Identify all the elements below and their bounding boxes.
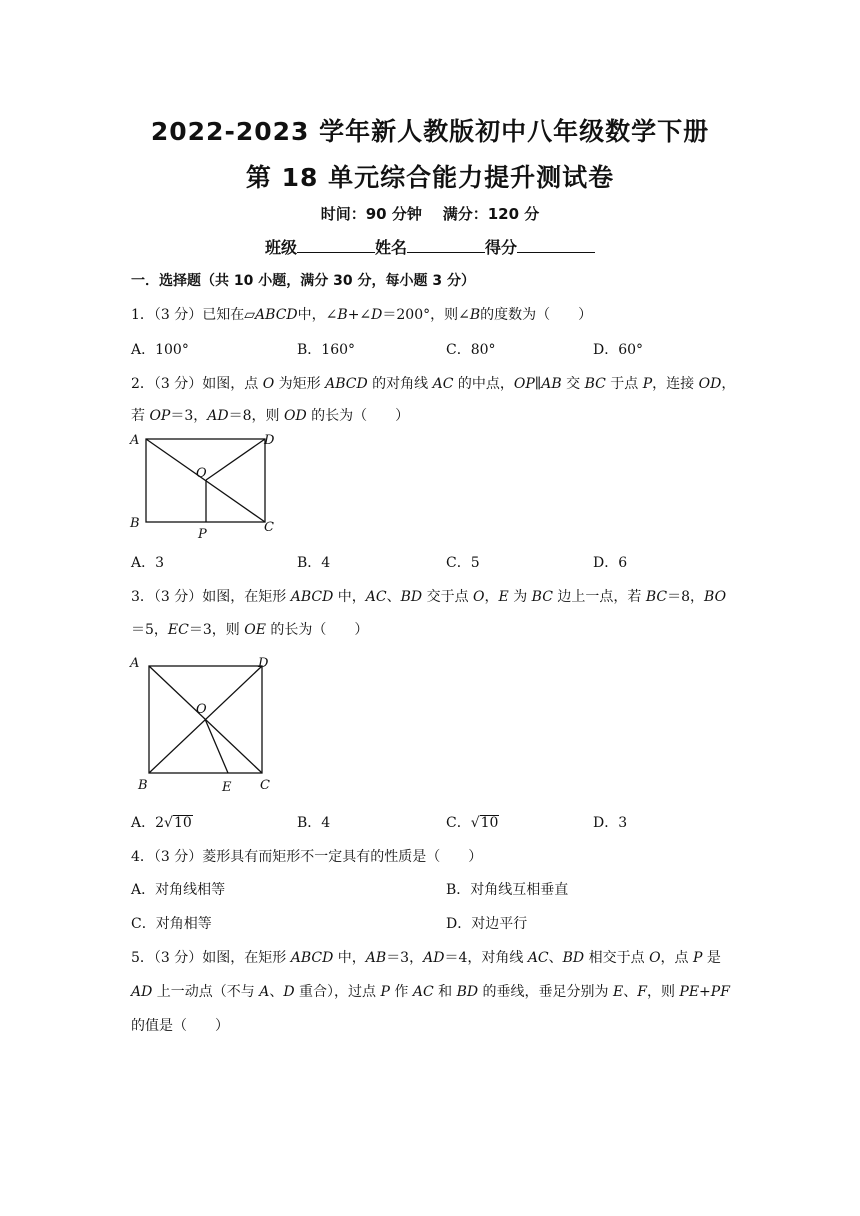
q2-label-o: O [196, 466, 207, 481]
sqrt-icon: √ [470, 815, 480, 831]
q2-var: OD [698, 376, 722, 392]
q3-option-c-radicand: 10 [480, 815, 499, 831]
parallelogram-symbol: ▱ [244, 307, 256, 323]
q1-option-d[interactable]: D．60° [593, 342, 644, 358]
q2-text: 为矩形 [274, 376, 326, 392]
grade-blank[interactable] [517, 238, 595, 253]
q2-text: ＝8，则 [228, 408, 284, 424]
question-4-stem: 4．（3 分）菱形具有而矩形不一定具有的性质是（ ） [131, 849, 483, 865]
question-2-stem-line1 [131, 373, 735, 393]
question-5-stem-line3: 的值是（ ） [131, 1018, 229, 1034]
q5-var: AD [423, 950, 445, 966]
q2-var: OD [283, 408, 307, 424]
question-5-stem-line1 [131, 947, 721, 967]
q3-option-a[interactable] [131, 812, 193, 832]
q2-label-d: D [264, 433, 275, 448]
q3-var: BO [704, 589, 727, 605]
q1-option-c[interactable]: C．80° [446, 342, 496, 358]
q3-text: 交于点 [422, 589, 474, 605]
q4-option-a[interactable]: A．对角线相等 [131, 882, 226, 898]
q3-var: OE [244, 622, 266, 638]
q5-var: A [259, 984, 270, 1000]
q5-text: ＝4，对角线 [444, 950, 528, 966]
question-3-stem-line2 [131, 619, 368, 639]
q5-var: AB [365, 950, 387, 966]
q5-text: ，点 [660, 950, 693, 966]
q5-text: 的垂线，垂足分别为 [478, 984, 613, 1000]
q5-var: ABCD [290, 950, 334, 966]
q3-label-d: D [258, 656, 269, 671]
q5-text: 和 [433, 984, 457, 1000]
q5-var: O [649, 950, 661, 966]
q3-text: 边上一点，若 [552, 589, 646, 605]
q3-label-e: E [222, 780, 232, 795]
section-heading: 一．选择题（共 10 小题，满分 30 分，每小题 3 分） [131, 273, 475, 289]
q2-text: 2．（3 分）如图，点 [131, 376, 263, 392]
q5-text: 是 [702, 950, 721, 966]
q2-text: ＝3， [170, 408, 208, 424]
q3-option-c[interactable] [446, 812, 499, 832]
question-3-stem-line1 [131, 586, 726, 606]
q2-text: ， [721, 376, 736, 392]
q3-label-c: C [260, 778, 270, 793]
q5-var: F [637, 984, 647, 1000]
q2-var: OP [149, 408, 171, 424]
q5-text: ＝3， [386, 950, 424, 966]
q2-figure [120, 428, 290, 546]
q3-text: 、 [386, 589, 401, 605]
exam-subtitle: 第 18 单元综合能力提升测试卷 [245, 163, 615, 192]
q1-text: 1．（3 分）已知在 [131, 307, 245, 323]
q5-var: PE+PF [679, 984, 730, 1000]
q5-var: AD [131, 984, 153, 1000]
q3-var: O [473, 589, 485, 605]
q3-label-o: O [196, 702, 207, 717]
time-score-line [0, 203, 860, 224]
q2-text: 若 [131, 408, 150, 424]
q3-option-d[interactable]: D．3 [593, 815, 628, 831]
sqrt-icon: √ [164, 815, 173, 831]
q3-text: 3．（3 分）如图，在矩形 [131, 589, 291, 605]
q3-text: 为 [508, 589, 532, 605]
name-blank[interactable] [407, 238, 485, 253]
q3-segment-oe [205, 719, 228, 773]
q3-text: ＝5， [131, 622, 168, 638]
q2-var: OP∥AB [513, 376, 562, 392]
q5-text: 中， [333, 950, 366, 966]
q3-var: EC [167, 622, 189, 638]
q3-text: ＝8， [667, 589, 705, 605]
q3-label-b: B [138, 778, 148, 793]
q3-option-c-text: C． [446, 815, 471, 831]
q1-option-b[interactable]: B．160° [297, 342, 356, 358]
q2-option-d[interactable]: D．6 [593, 555, 628, 571]
q3-option-a-text: A．2 [131, 815, 165, 831]
student-info-line [0, 235, 860, 258]
question-1-stem [131, 304, 592, 324]
question-2-stem-line2 [131, 405, 409, 425]
q3-text: 的长为（ ） [265, 622, 369, 638]
q5-var: BD [562, 950, 585, 966]
q5-text: 、 [548, 950, 563, 966]
class-blank[interactable] [297, 238, 375, 253]
q5-var: D [283, 984, 295, 1000]
q5-var: AC [527, 950, 549, 966]
q5-var: E [613, 984, 624, 1000]
q5-text: 相交于点 [584, 950, 650, 966]
time-label: 时间：90 分钟 [320, 205, 422, 223]
score-label: 满分：120 分 [442, 205, 540, 223]
q2-var: BC [584, 376, 606, 392]
q2-var: AD [207, 408, 229, 424]
q3-var: BD [400, 589, 423, 605]
q3-var: E [498, 589, 509, 605]
q2-label-p: P [198, 527, 207, 542]
q1-var: B [337, 307, 348, 323]
q1-text: 的度数为（ ） [480, 307, 593, 323]
q3-text: ， [484, 589, 499, 605]
question-5-stem-line2 [131, 981, 730, 1001]
q2-text: 交 [561, 376, 585, 392]
q2-text: 的对角线 [367, 376, 433, 392]
q3-text: 中， [333, 589, 366, 605]
q5-text: 作 [389, 984, 413, 1000]
q3-figure [120, 650, 290, 796]
q2-var: AC [432, 376, 454, 392]
q2-text: 于点 [605, 376, 643, 392]
exam-title: 2022-2023 学年新人教版初中八年级数学下册 [150, 117, 710, 146]
q5-text: 重合），过点 [294, 984, 381, 1000]
q2-label-b: B [130, 516, 140, 531]
q5-text: 上一动点（不与 [152, 984, 260, 1000]
q2-text: ，连接 [652, 376, 699, 392]
q1-shape: ABCD [255, 307, 298, 323]
q2-option-c[interactable]: C．5 [446, 555, 480, 571]
q3-var: BC [531, 589, 553, 605]
q2-text: 的长为（ ） [306, 408, 410, 424]
q5-var: AC [412, 984, 434, 1000]
q4-option-b[interactable]: B．对角线互相垂直 [446, 882, 569, 898]
q1-text: ＝200°，则∠ [382, 307, 470, 323]
q3-label-a: A [130, 656, 140, 671]
q5-var: P [380, 984, 390, 1000]
q1-option-a[interactable]: A．100° [131, 342, 189, 358]
name-label: 姓名 [374, 238, 407, 257]
q5-text: 5．（3 分）如图，在矩形 [131, 950, 291, 966]
q3-text: ＝3，则 [188, 622, 245, 638]
q3-var: AC [365, 589, 387, 605]
q2-option-b[interactable]: B．4 [297, 555, 331, 571]
q5-text: ，则 [646, 984, 680, 1000]
q5-var: BD [456, 984, 479, 1000]
q4-option-c[interactable]: C．对角相等 [131, 916, 212, 932]
q5-text: 、 [623, 984, 638, 1000]
q2-var: P [642, 376, 653, 392]
q3-option-a-radicand: 10 [173, 815, 192, 831]
q5-text: 、 [269, 984, 284, 1000]
grade-label: 得分 [485, 238, 518, 257]
q3-var: ABCD [290, 589, 334, 605]
q2-text: 的中点， [453, 376, 514, 392]
q1-var: B [469, 307, 481, 323]
q1-var: D [371, 307, 383, 323]
q2-segment-od [206, 439, 265, 480]
q2-label-c: C [264, 520, 274, 535]
q1-text: 中，∠ [297, 307, 338, 323]
q3-var: BC [645, 589, 668, 605]
q2-label-a: A [130, 433, 140, 448]
q1-text: +∠ [347, 307, 372, 323]
q3-option-b[interactable]: B．4 [297, 815, 331, 831]
class-label: 班级 [264, 238, 297, 257]
q5-var: P [693, 950, 703, 966]
q2-option-a[interactable]: A．3 [131, 555, 165, 571]
q2-var: ABCD [325, 376, 368, 392]
q4-option-d[interactable]: D．对边平行 [446, 916, 528, 932]
q2-var: O [262, 376, 275, 392]
